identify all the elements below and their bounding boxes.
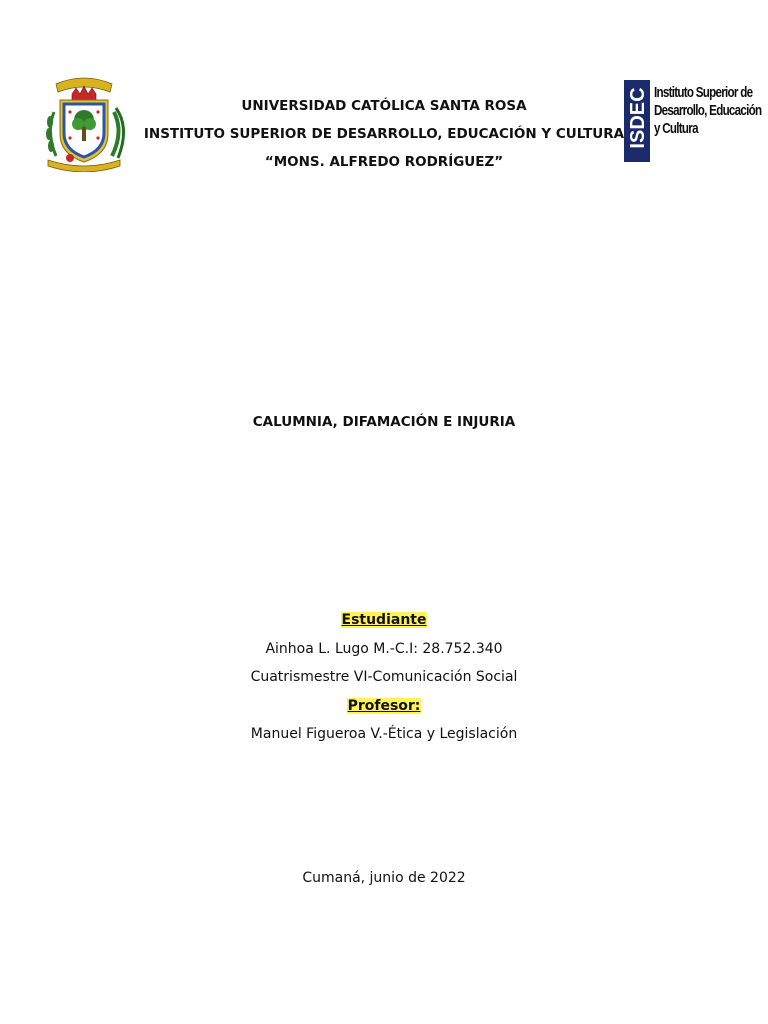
professor-name: Manuel Figueroa V.-Ética y Legislación (250, 726, 518, 742)
author-info (0, 606, 768, 749)
isdec-logo-acronym: ISDEC (627, 87, 649, 149)
isdec-logo-line-2: Desarrollo, Educación (654, 103, 762, 119)
place-date: Cumaná, junio de 2022 (302, 870, 466, 886)
student-label: Estudiante (341, 612, 427, 628)
header-university: UNIVERSIDAD CATÓLICA SANTA ROSA (241, 98, 527, 114)
header-institute-name: “MONS. ALFREDO RODRÍGUEZ” (264, 154, 504, 170)
header-institute: INSTITUTO SUPERIOR DE DESARROLLO, EDUCACIÓN Y CULTURA (143, 126, 625, 142)
isdec-logo-line-1: Instituto Superior de (654, 85, 753, 101)
student-program: Cuatrismestre VI-Comunicación Social (250, 669, 518, 685)
isdec-logo-line-3: y Cultura (654, 121, 698, 137)
document-header (0, 92, 768, 176)
document-title: CALUMNIA, DIFAMACIÓN E INJURIA (252, 414, 516, 430)
student-name: Ainhoa L. Lugo M.-C.I: 28.752.340 (265, 640, 503, 657)
professor-label: Profesor: (347, 697, 421, 714)
